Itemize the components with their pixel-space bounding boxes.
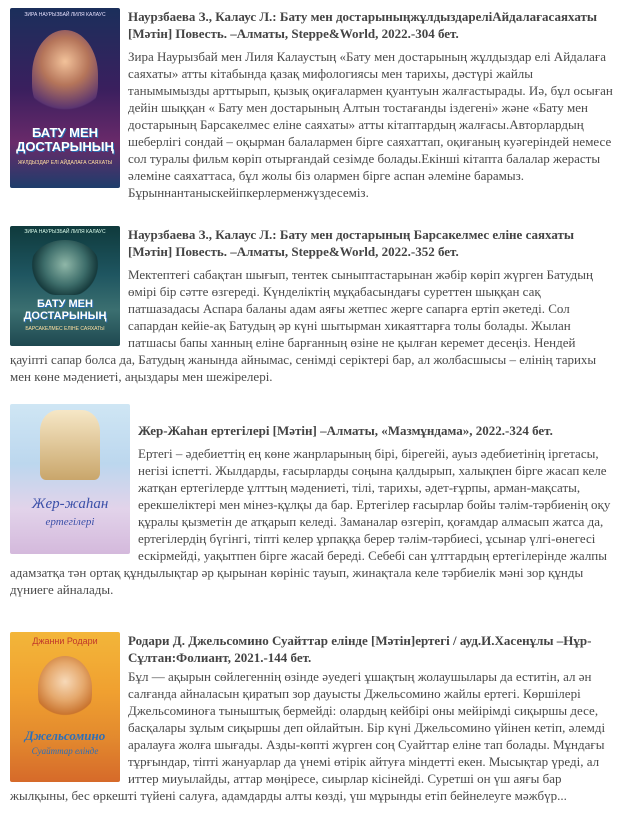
book-title: Родари Д. Джельсомино Суайттар елiнде [Мәтiн]ертегi / ауд.И.Хасенұлы –Нұр-Сұлтан:Фолиант, 2021.-144 бет. (128, 633, 592, 665)
book-title: Наурзбаева З., Калаус Л.: Бату мен достарының Барсакелмес елiне саяхаты [Мәтiн] Повесть. –Алматы, Steppe&World, 2022.-352 бет. (128, 227, 575, 259)
cover-title: БАТУ МЕН ДОСТАРЫНЫҢ (23, 298, 107, 322)
cover-title: Жер-жаһан (31, 496, 109, 512)
cover-title: Джельсомино (24, 728, 106, 743)
book-entry-3 (10, 404, 615, 598)
book-title: Жер-Жаһан ертегiлерi [Мәтiн] –Алматы, «Мазмұндама», 2022.-324 бет. (138, 423, 553, 438)
cover-subtitle: ертегілері (45, 516, 95, 528)
cover-subtitle: Суайттар елінде (31, 746, 99, 756)
cover-illustration (38, 656, 92, 720)
cover-title: БАТУ МЕН ДОСТАРЫНЫҢ (16, 125, 114, 154)
book-cover-4 (10, 632, 120, 782)
book-title: Наурзбаева З., Калаус Л.: Бату мен достарыныңжұлдыздарелiАйдалағасаяхаты [Мәтiн] Повесть. –Алматы, Steppe&World, 2022.-304 бет. (128, 9, 598, 41)
book-cover-1 (10, 8, 120, 188)
cover-subtitle: ЖҰЛДЫЗДАР ЕЛІ АЙДАЛАҒА САЯХАТЫ (17, 160, 113, 166)
book-description: Ертегі – әдебиеттің ең көне жанрларының бірі, бірегейі, ауыз әдебиетінің іргетасы, негізі іспетті. Жылдарды, ғасырларды соңына қалдырып, халықпен бірге жасап келе жатқан ертегілерде ұлттың мәдениеті, тілі, тарихы, әдет-ғұрпы, арман-мақсаты, ерекшеліктері мен мінез-құлқы да бар. Ертегілер ғасырлар бойы тәлім-тәрбиенің оқу құралы қызметін де атқарып келеді. Заманалар өзгеріп, қоғамдар алмасып жатса да, ертегілердің бүгінгі, тіпті келер ұрпаққа берер тәлім-тәрбиесі, ұсынар үлгі-өнегесі ескірмейді, уақытпен бірге жасай береді. Себебі сан ұлттардың ертегілерінде жалпы адамзатқа тән ортақ құндылықтар әр қырынан көрініс тауып, жинақтала келе тәрбиелік мәні зор құнды дүниеге айналады. (10, 446, 611, 597)
book-description: Зира Наурызбай мен Лиля Калаустың «Бату мен достарының жұлдыздар елі Айдалаға саяхаты» атты кітабында қазақ мифологиясы мен тарихы, дәстүрі жайлы танымымызды арттырып, қызық оқиғалармен қуантуын жалғастырады. Иә, бұл осыған дейін шыққан « Бату мен достарының Алтын тостағанды іздегені» және «Бату мен достарының Барсакелмес еліне саяхаты» атты кітаптардың жалғасы.Авторлардың шеберлігі сондай – оқырман балалармен бірге саяхаттап, оқиғаның куәгеріндей немесе сол туралы фильм көріп отырғандай сезімде болады.Екінші кітапта балалар жерасты әлеміне саяхаттаса, бұл жолы біз олармен бірге аспан әлеміне барамыз. Бұрыннантаныскейіпкерлерменжүздесеміз. (128, 49, 613, 200)
cover-illustration (32, 30, 98, 120)
cover-author: Джанни Родари (32, 636, 98, 646)
cover-illustration (30, 240, 100, 295)
book-entry-2 (10, 226, 615, 385)
cover-authors: ЗИРА НАУРЫЗБАЙ ЛИЛЯ КАЛАУС (24, 12, 106, 18)
book-description: Мектептегі сабақтан шығып, тентек сыныптастарынан жәбір көріп жүрген Батудың өмірі бір сәтте өзгереді. Күнделіктің мұқабасындағы суреттен шыққан сақ патшазадасы Аспара баланы адам аяғы жетпес жерге сапарға ертіп әкетеді. Сол сапардан кейіе-ақ Батудың әр күні шытырман хикаяттарға толы болады. Жылан патшасы бапы ханның еліне барғанның өзіне не қылған керемет десеңіз. Нендей қауіпті сапар болса да, Батудың жанында айнымас, сенімді серіктері бар, ал жолбасшысы – елінің тарихы мен көне мәдениеті, аңыздары мен шежірелері. (10, 267, 597, 384)
book-entry-4 (10, 632, 615, 804)
cover-authors: ЗИРА НАУРЫЗБАЙ ЛИЛЯ КАЛАУС (24, 229, 106, 235)
book-cover-3 (10, 404, 130, 554)
cover-illustration (40, 410, 100, 480)
book-entry-1 (10, 8, 615, 201)
book-description: Бұл — ақырын сөйлегеннің өзінде әуедегі ұшақтың жолаушылары да еститін, ал ән салғанда айналасын қиратып зор дауысты Джельсомино жайлы ертегі. Көршілері Джельсоминоға тыныштық бермейді: олардың кейбірі оны мейірімді сиқыршы десе, басқалары зұлым сиқыршы деп ойлайтын. Бір күні Джельсомино үйінен кетіп, әлемді аралауға жолға шығады. Азды-көпті жүрген соң Суайттар еліне тап болады. Мұндағы тұрғындар, тіпті жануарлар да үнемі өтірік айтуға міндетті екен. Мысықтар үреді, ал иттер миуылайды, аттар мөңіресе, сиырлар кісінейді. Суретші он үш аяғы бар жылқыны, бес өркешті түйені салуға, адамдарды алты көзді, үш мұрынды етіп бейнелеуге мәжбүр... (10, 669, 606, 803)
cover-subtitle: БАРСАКЕЛМЕС ЕЛІНЕ САЯХАТЫ (25, 326, 105, 332)
book-cover-2 (10, 226, 120, 346)
